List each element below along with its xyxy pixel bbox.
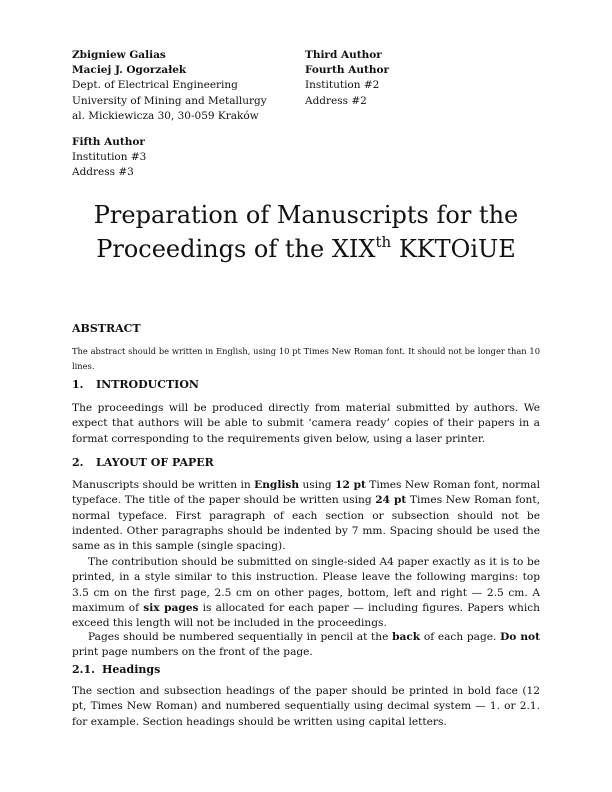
- section-heading-layout: [72, 456, 214, 470]
- author-affiliation: Institution #3: [72, 151, 147, 164]
- paragraph: The proceedings will be produced directly from material submitted by authors. We expect that authors will be able to submit ‘camera ready’ copies of their papers in a format corresponding to the requirements given below, using a laser printer.: [72, 402, 540, 445]
- section-title: Headings: [102, 663, 161, 676]
- section-number: 1.: [72, 378, 84, 391]
- subsection-heading-headings: [72, 663, 160, 677]
- author-affiliation: Institution #2: [305, 79, 380, 92]
- title-text: Proceedings of the XIX: [96, 235, 376, 263]
- author-address: al. Mickiewicza 30, 30-059 Kraków: [72, 109, 259, 122]
- title-line-1: Preparation of Manuscripts for the: [93, 201, 519, 229]
- paragraph: The section and subsection headings of the paper should be printed in bold face (12 pt, Times New Roman) and numbered sequentially using decimal system — 1. or 2.1. for example. Section headings should be written using capital letters.: [72, 685, 540, 728]
- abstract-heading: ABSTRACT: [72, 322, 141, 335]
- title-text: KKTOiUE: [391, 235, 516, 263]
- author-address: Address #3: [72, 166, 134, 179]
- author-name: Maciej J. Ogorzałek: [72, 64, 187, 77]
- text-run: print page numbers on the front of the page.: [72, 646, 313, 659]
- paragraph: [72, 478, 540, 554]
- abstract-body: The abstract should be written in English, using 10 pt Times New Roman font. It should not be longer than 10 lines.: [72, 346, 540, 371]
- author-name: Zbigniew Galias: [72, 49, 166, 61]
- author-block-3: [72, 135, 146, 181]
- text-run: using: [299, 479, 336, 491]
- text-run: Times New Roman font, normal typeface. First paragraph of each section or subsection should not be indented. Other paragraphs should be indented by 7 mm. Spacing should be used the same as in this sample (single spacing).: [72, 494, 540, 553]
- title-superscript: th: [375, 233, 392, 251]
- author-list: [72, 48, 542, 188]
- emphasis: Do not: [500, 631, 541, 643]
- author-name: Fifth Author: [72, 136, 145, 148]
- emphasis: 24 pt: [375, 494, 407, 507]
- section-title: INTRODUCTION: [96, 378, 199, 391]
- emphasis: 12 pt: [335, 479, 366, 491]
- text-run: The contribution should be submitted on single-sided A4 paper exactly as it is to be printed, in a style similar to this instruction. Please leave the following margins: top 3.5 cm on the first page, 2.5 cm on other pages, bottom, left and right — 2.5 cm. A maximum of: [72, 556, 540, 614]
- emphasis: English: [254, 479, 300, 491]
- paper-title: [72, 198, 540, 266]
- title-line-2: [72, 232, 540, 266]
- emphasis: six pages: [143, 601, 199, 614]
- paragraph: [72, 555, 540, 631]
- paragraph: [72, 630, 540, 661]
- author-name: Fourth Author: [305, 64, 389, 77]
- author-block-2: [305, 48, 389, 109]
- author-address: Address #2: [305, 94, 367, 107]
- author-affiliation: University of Mining and Metallurgy: [72, 94, 267, 107]
- section-number: 2.: [72, 456, 84, 469]
- section-number: 2.1.: [72, 663, 95, 676]
- author-affiliation: Dept. of Electrical Engineering: [72, 79, 238, 92]
- text-run: Times New Roman font, normal typeface. The title of the paper should be written using: [72, 479, 540, 507]
- section-title: LAYOUT OF PAPER: [96, 456, 214, 469]
- text-run: is allocated for each paper — including figures. Papers which exceed this length will not be included in the proceedings.: [72, 601, 541, 630]
- text-run: Manuscripts should be written in: [72, 479, 255, 491]
- author-block-1: [72, 48, 267, 124]
- section-heading-introduction: [72, 378, 199, 392]
- text-run: Pages should be numbered sequentially in pencil at the: [88, 631, 393, 643]
- emphasis: back: [392, 631, 421, 643]
- author-name: Third Author: [305, 49, 382, 61]
- text-run: of each page.: [420, 631, 501, 643]
